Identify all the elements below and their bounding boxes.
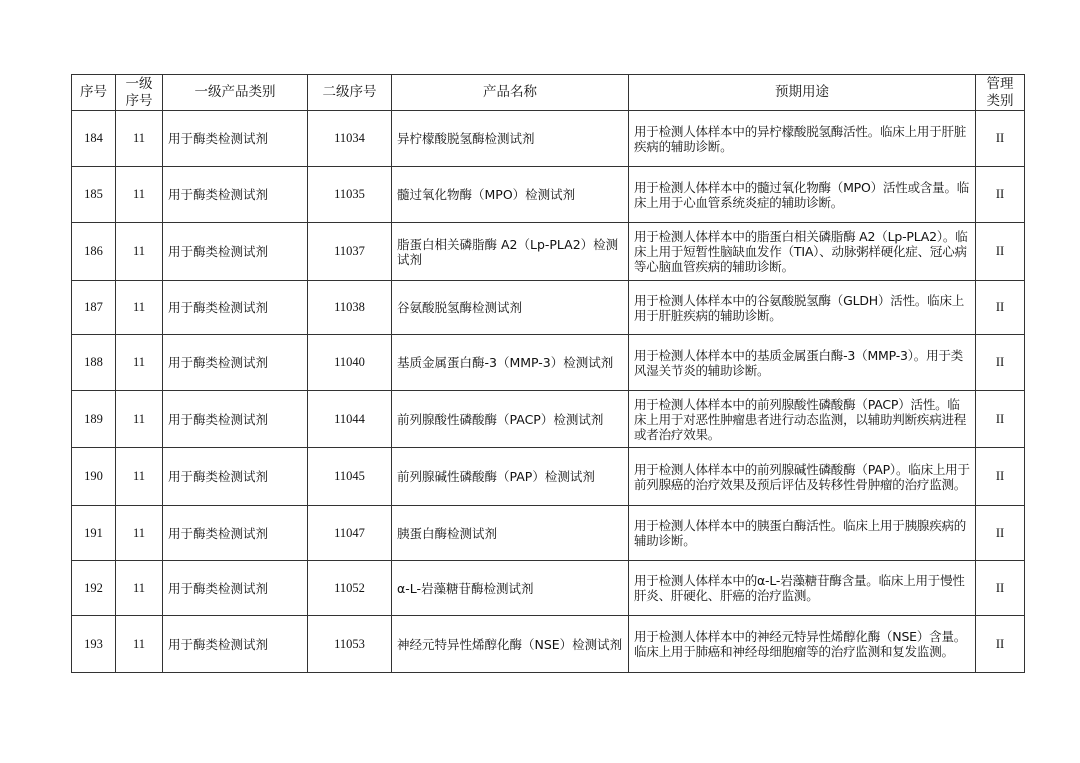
header-mgmt-class: 管理类别: [976, 75, 1025, 111]
cell-l1-seq: 11: [116, 281, 163, 335]
cell-l2-seq: 11038: [308, 281, 392, 335]
cell-intended-use: 用于检测人体样本中的前列腺碱性磷酸酶（PAP）。临床上用于前列腺癌的治疗效果及预后评估及转移性骨肿瘤的治疗监测。: [629, 448, 976, 506]
cell-product-name: 前列腺碱性磷酸酶（PAP）检测试剂: [392, 448, 629, 506]
cell-l1-seq: 11: [116, 561, 163, 616]
cell-l1-category: 用于酶类检测试剂: [163, 616, 308, 673]
cell-intended-use: 用于检测人体样本中的前列腺酸性磷酸酶（PACP）活性。临床上用于对恶性肿瘤患者进行动态监测，以辅助判断疾病进程或者治疗效果。: [629, 391, 976, 448]
header-seq: 序号: [72, 75, 116, 111]
cell-product-name: 脂蛋白相关磷脂酶 A2（Lp-PLA2）检测试剂: [392, 223, 629, 281]
cell-intended-use: 用于检测人体样本中的脂蛋白相关磷脂酶 A2（Lp-PLA2）。临床上用于短暂性脑缺血发作（TIA）、动脉粥样硬化症、冠心病等心脑血管疾病的辅助诊断。: [629, 223, 976, 281]
product-classification-table: [71, 74, 1025, 673]
cell-mgmt-class: II: [976, 111, 1025, 167]
cell-l1-category: 用于酶类检测试剂: [163, 111, 308, 167]
cell-product-name: 异柠檬酸脱氢酶检测试剂: [392, 111, 629, 167]
table-row: [72, 616, 1025, 673]
cell-l1-category: 用于酶类检测试剂: [163, 561, 308, 616]
cell-intended-use: 用于检测人体样本中的胰蛋白酶活性。临床上用于胰腺疾病的辅助诊断。: [629, 506, 976, 561]
cell-l2-seq: 11053: [308, 616, 392, 673]
cell-seq: 193: [72, 616, 116, 673]
cell-seq: 187: [72, 281, 116, 335]
cell-product-name: 胰蛋白酶检测试剂: [392, 506, 629, 561]
cell-intended-use: 用于检测人体样本中的α-L-岩藻糖苷酶含量。临床上用于慢性肝炎、肝硬化、肝癌的治疗监测。: [629, 561, 976, 616]
cell-product-name: 髓过氧化物酶（MPO）检测试剂: [392, 167, 629, 223]
cell-l1-seq: 11: [116, 506, 163, 561]
cell-l2-seq: 11052: [308, 561, 392, 616]
cell-l1-seq: 11: [116, 616, 163, 673]
cell-seq: 185: [72, 167, 116, 223]
cell-product-name: 谷氨酸脱氢酶检测试剂: [392, 281, 629, 335]
cell-mgmt-class: II: [976, 223, 1025, 281]
cell-l2-seq: 11037: [308, 223, 392, 281]
cell-intended-use: 用于检测人体样本中的异柠檬酸脱氢酶活性。临床上用于肝脏疾病的辅助诊断。: [629, 111, 976, 167]
table-row: [72, 448, 1025, 506]
cell-intended-use: 用于检测人体样本中的髓过氧化物酶（MPO）活性或含量。临床上用于心血管系统炎症的辅助诊断。: [629, 167, 976, 223]
cell-l2-seq: 11034: [308, 111, 392, 167]
cell-l1-category: 用于酶类检测试剂: [163, 281, 308, 335]
cell-l2-seq: 11035: [308, 167, 392, 223]
cell-l1-category: 用于酶类检测试剂: [163, 448, 308, 506]
cell-mgmt-class: II: [976, 281, 1025, 335]
cell-seq: 184: [72, 111, 116, 167]
cell-product-name: α-L-岩藻糖苷酶检测试剂: [392, 561, 629, 616]
cell-mgmt-class: II: [976, 561, 1025, 616]
header-product-name: 产品名称: [392, 75, 629, 111]
header-l1-category: 一级产品类别: [163, 75, 308, 111]
cell-seq: 192: [72, 561, 116, 616]
table-row: [72, 506, 1025, 561]
cell-l1-seq: 11: [116, 448, 163, 506]
table-row: [72, 335, 1025, 391]
cell-l1-seq: 11: [116, 391, 163, 448]
table-row: [72, 111, 1025, 167]
cell-l2-seq: 11047: [308, 506, 392, 561]
table-row: [72, 561, 1025, 616]
header-intended-use: 预期用途: [629, 75, 976, 111]
cell-l2-seq: 11044: [308, 391, 392, 448]
cell-seq: 188: [72, 335, 116, 391]
cell-intended-use: 用于检测人体样本中的神经元特异性烯醇化酶（NSE）含量。临床上用于肺癌和神经母细胞瘤等的治疗监测和复发监测。: [629, 616, 976, 673]
cell-mgmt-class: II: [976, 167, 1025, 223]
cell-l1-category: 用于酶类检测试剂: [163, 506, 308, 561]
cell-l1-category: 用于酶类检测试剂: [163, 335, 308, 391]
cell-mgmt-class: II: [976, 616, 1025, 673]
table-body: [72, 111, 1025, 673]
cell-l1-seq: 11: [116, 167, 163, 223]
cell-l1-seq: 11: [116, 223, 163, 281]
cell-mgmt-class: II: [976, 506, 1025, 561]
cell-product-name: 神经元特异性烯醇化酶（NSE）检测试剂: [392, 616, 629, 673]
cell-seq: 189: [72, 391, 116, 448]
cell-seq: 190: [72, 448, 116, 506]
cell-l2-seq: 11045: [308, 448, 392, 506]
cell-l1-seq: 11: [116, 335, 163, 391]
cell-l1-category: 用于酶类检测试剂: [163, 223, 308, 281]
cell-intended-use: 用于检测人体样本中的基质金属蛋白酶-3（MMP-3）。用于类风湿关节炎的辅助诊断。: [629, 335, 976, 391]
cell-l1-category: 用于酶类检测试剂: [163, 391, 308, 448]
table-row: [72, 167, 1025, 223]
cell-l1-seq: 11: [116, 111, 163, 167]
cell-l2-seq: 11040: [308, 335, 392, 391]
table-row: [72, 391, 1025, 448]
table-row: [72, 223, 1025, 281]
cell-mgmt-class: II: [976, 391, 1025, 448]
cell-seq: 191: [72, 506, 116, 561]
header-l1-seq: 一级序号: [116, 75, 163, 111]
cell-seq: 186: [72, 223, 116, 281]
table-row: [72, 281, 1025, 335]
cell-product-name: 前列腺酸性磷酸酶（PACP）检测试剂: [392, 391, 629, 448]
cell-mgmt-class: II: [976, 448, 1025, 506]
table-header-row: [72, 75, 1025, 111]
cell-product-name: 基质金属蛋白酶-3（MMP-3）检测试剂: [392, 335, 629, 391]
cell-intended-use: 用于检测人体样本中的谷氨酸脱氢酶（GLDH）活性。临床上用于肝脏疾病的辅助诊断。: [629, 281, 976, 335]
cell-l1-category: 用于酶类检测试剂: [163, 167, 308, 223]
cell-mgmt-class: II: [976, 335, 1025, 391]
header-l2-seq: 二级序号: [308, 75, 392, 111]
